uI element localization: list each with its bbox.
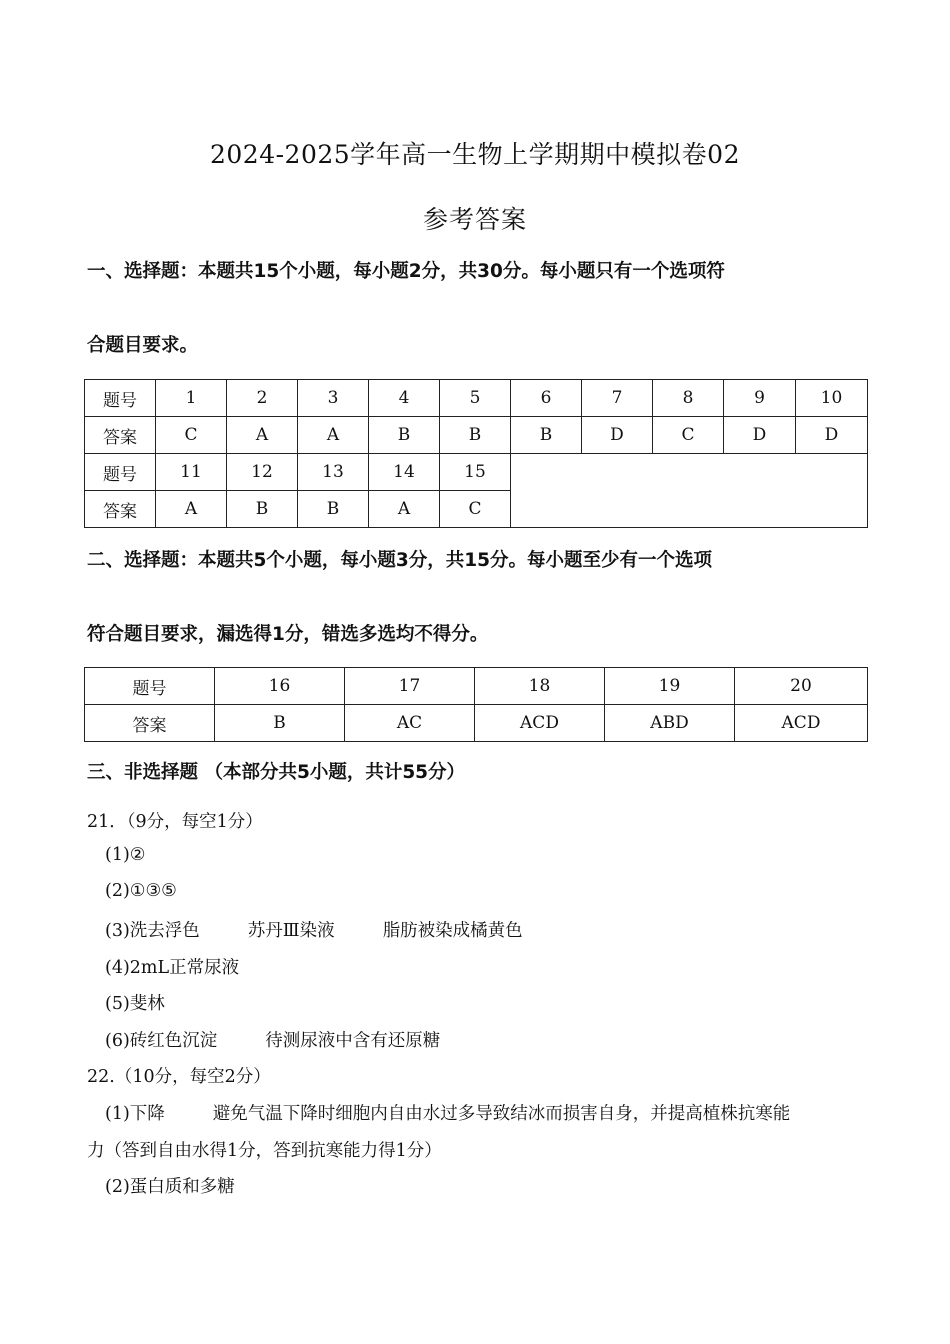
- answer-cell: ABD: [605, 705, 735, 742]
- q21-answer-3-part2: 苏丹Ⅲ染液: [247, 921, 335, 941]
- section3-heading: 三、非选择题 （本部分共5小题，共计55分）: [87, 762, 466, 783]
- question-number: 3: [298, 380, 369, 417]
- q21-answer-6-part1: (6)砖红色沉淀: [105, 1031, 218, 1051]
- q22-answer-1-continued: 力（答到自由水得1分，答到抗寒能力得1分）: [87, 1141, 442, 1161]
- page-title: 2024-2025学年高一生物上学期期中模拟卷02: [209, 140, 740, 169]
- q21-header: 21．（9分，每空1分）: [87, 812, 263, 832]
- row-label-answer: 答案: [85, 705, 215, 742]
- table-row: [85, 705, 868, 742]
- question-number: 14: [369, 454, 440, 491]
- section2-heading-line1: 二、选择题：本题共5个小题，每小题3分，共15分。每小题至少有一个选项: [87, 550, 712, 571]
- section2-answer-table: [84, 667, 868, 742]
- answer-cell: C: [440, 491, 511, 528]
- table-row: [85, 454, 868, 491]
- q21-answer-2: (2)①③⑤: [105, 881, 177, 901]
- q21-answer-3: [105, 917, 523, 942]
- question-number: 11: [156, 454, 227, 491]
- q22-answer-1: [105, 1100, 790, 1125]
- answer-cell: C: [653, 417, 724, 454]
- question-number: 19: [605, 668, 735, 705]
- q21-answer-3-part1: (3)洗去浮色: [105, 921, 200, 941]
- question-number: 5: [440, 380, 511, 417]
- answer-cell: B: [440, 417, 511, 454]
- section1-answer-table: [84, 379, 868, 528]
- table-row: [85, 380, 868, 417]
- q21-answer-3-part3: 脂肪被染成橘黄色: [382, 921, 523, 941]
- question-number: 18: [475, 668, 605, 705]
- answer-cell: A: [369, 491, 440, 528]
- question-number: 6: [511, 380, 582, 417]
- answer-cell: AC: [345, 705, 475, 742]
- row-label-question: 题号: [85, 668, 215, 705]
- question-number: 8: [653, 380, 724, 417]
- empty-cell: [511, 454, 868, 528]
- answer-cell: A: [298, 417, 369, 454]
- q21-answer-1: (1)②: [105, 845, 146, 865]
- answer-cell: B: [511, 417, 582, 454]
- question-number: 20: [735, 668, 868, 705]
- question-number: 9: [724, 380, 796, 417]
- q21-answer-5: (5)斐林: [105, 994, 165, 1014]
- answer-cell: B: [369, 417, 440, 454]
- q22-answer-2: (2)蛋白质和多糖: [105, 1177, 235, 1197]
- section1-heading-line1: 一、选择题：本题共15个小题，每小题2分，共30分。每小题只有一个选项符: [87, 261, 725, 282]
- q21-answer-6-part2: 待测尿液中含有还原糖: [265, 1031, 441, 1051]
- q21-answer-6: [105, 1027, 440, 1052]
- question-number: 15: [440, 454, 511, 491]
- question-number: 7: [582, 380, 653, 417]
- question-number: 10: [796, 380, 868, 417]
- question-number: 1: [156, 380, 227, 417]
- answer-cell: D: [724, 417, 796, 454]
- q22-header: 22.（10分，每空2分）: [87, 1067, 271, 1087]
- row-label-question: 题号: [85, 454, 156, 491]
- question-number: 2: [227, 380, 298, 417]
- answer-cell: A: [227, 417, 298, 454]
- answer-cell: D: [796, 417, 868, 454]
- q21-answer-4: (4)2mL正常尿液: [105, 958, 240, 978]
- question-number: 17: [345, 668, 475, 705]
- answer-cell: A: [156, 491, 227, 528]
- answer-cell: B: [215, 705, 345, 742]
- q22-answer-1-part1: (1)下降: [105, 1104, 165, 1124]
- answer-cell: B: [227, 491, 298, 528]
- row-label-question: 题号: [85, 380, 156, 417]
- question-number: 13: [298, 454, 369, 491]
- answer-cell: ACD: [735, 705, 868, 742]
- page-subtitle: 参考答案: [422, 205, 527, 234]
- table-row: [85, 417, 868, 454]
- question-number: 4: [369, 380, 440, 417]
- row-label-answer: 答案: [85, 491, 156, 528]
- table-row: [85, 668, 868, 705]
- question-number: 16: [215, 668, 345, 705]
- q22-answer-1-part2: 避免气温下降时细胞内自由水过多导致结冰而损害自身，并提高植株抗寒能: [212, 1104, 791, 1124]
- section1-heading-line2: 合题目要求。: [87, 335, 199, 356]
- section2-heading-line2: 符合题目要求，漏选得1分，错选多选均不得分。: [87, 624, 489, 645]
- answer-cell: ACD: [475, 705, 605, 742]
- answer-cell: B: [298, 491, 369, 528]
- answer-cell: D: [582, 417, 653, 454]
- question-number: 12: [227, 454, 298, 491]
- row-label-answer: 答案: [85, 417, 156, 454]
- answer-cell: C: [156, 417, 227, 454]
